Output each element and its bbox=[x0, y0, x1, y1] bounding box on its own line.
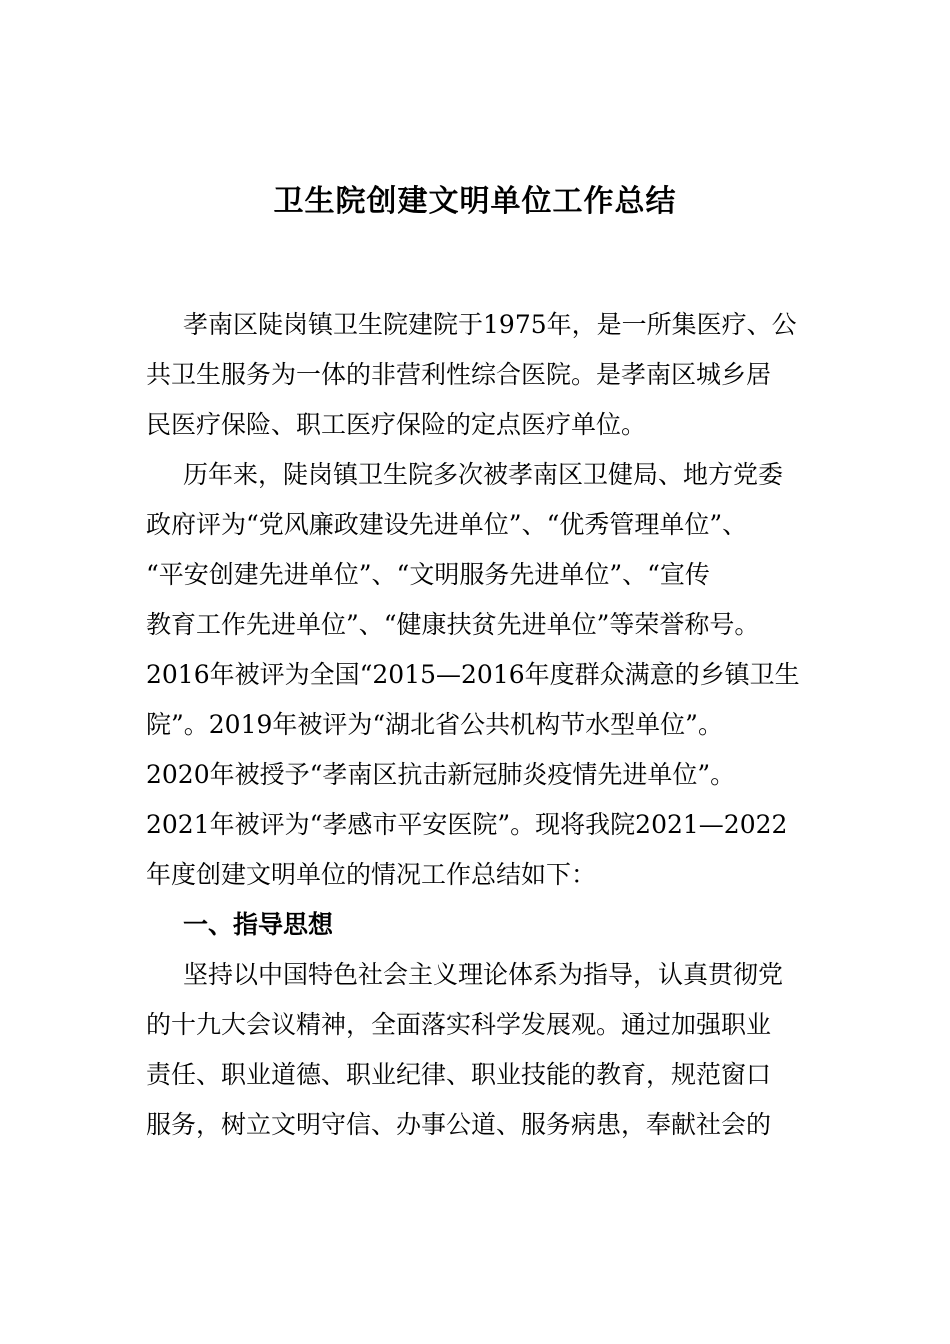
paragraph-line: 孝南区陡岗镇卫生院建院于1975年，是一所集医疗、公 bbox=[183, 310, 797, 339]
paragraph-line: 的十九大会议精神，全面落实科学发展观。通过加强职业 bbox=[146, 1010, 772, 1039]
paragraph-line: “平安创建先进单位”、“文明服务先进单位”、“宣传 bbox=[146, 560, 710, 589]
document-title: 卫生院创建文明单位工作总结 bbox=[273, 184, 677, 219]
paragraph-line: 责任、职业道德、职业纪律、职业技能的教育，规范窗口 bbox=[146, 1060, 772, 1089]
paragraph-line: 院”。2019年被评为“湖北省公共机构节水型单位”。 bbox=[146, 710, 723, 739]
paragraph-line: 服务，树立文明守信、办事公道、服务病患，奉献社会的 bbox=[146, 1110, 772, 1139]
section-heading: 一、指导思想 bbox=[183, 910, 334, 939]
paragraph-line: 2016年被评为全国“2015—2016年度群众满意的乡镇卫生 bbox=[146, 660, 800, 689]
paragraph-line: 历年来，陡岗镇卫生院多次被孝南区卫健局、地方党委 bbox=[183, 460, 784, 489]
paragraph-line: 民医疗保险、职工医疗保险的定点医疗单位。 bbox=[146, 410, 647, 439]
paragraph-line: 共卫生服务为一体的非营利性综合医院。是孝南区城乡居 bbox=[146, 360, 772, 389]
paragraph-line: 教育工作先进单位”、“健康扶贫先进单位”等荣誉称号。 bbox=[146, 610, 760, 639]
paragraph-line: 2020年被授予“孝南区抗击新冠肺炎疫情先进单位”。 bbox=[146, 760, 736, 789]
paragraph-line: 政府评为“党风廉政建设先进单位”、“优秀管理单位”、 bbox=[146, 510, 748, 539]
paragraph-line: 2021年被评为“孝感市平安医院”。现将我院2021—2022 bbox=[146, 810, 788, 839]
paragraph-line: 年度创建文明单位的情况工作总结如下： bbox=[146, 860, 597, 889]
paragraph-line: 坚持以中国特色社会主义理论体系为指导，认真贯彻党 bbox=[183, 960, 784, 989]
